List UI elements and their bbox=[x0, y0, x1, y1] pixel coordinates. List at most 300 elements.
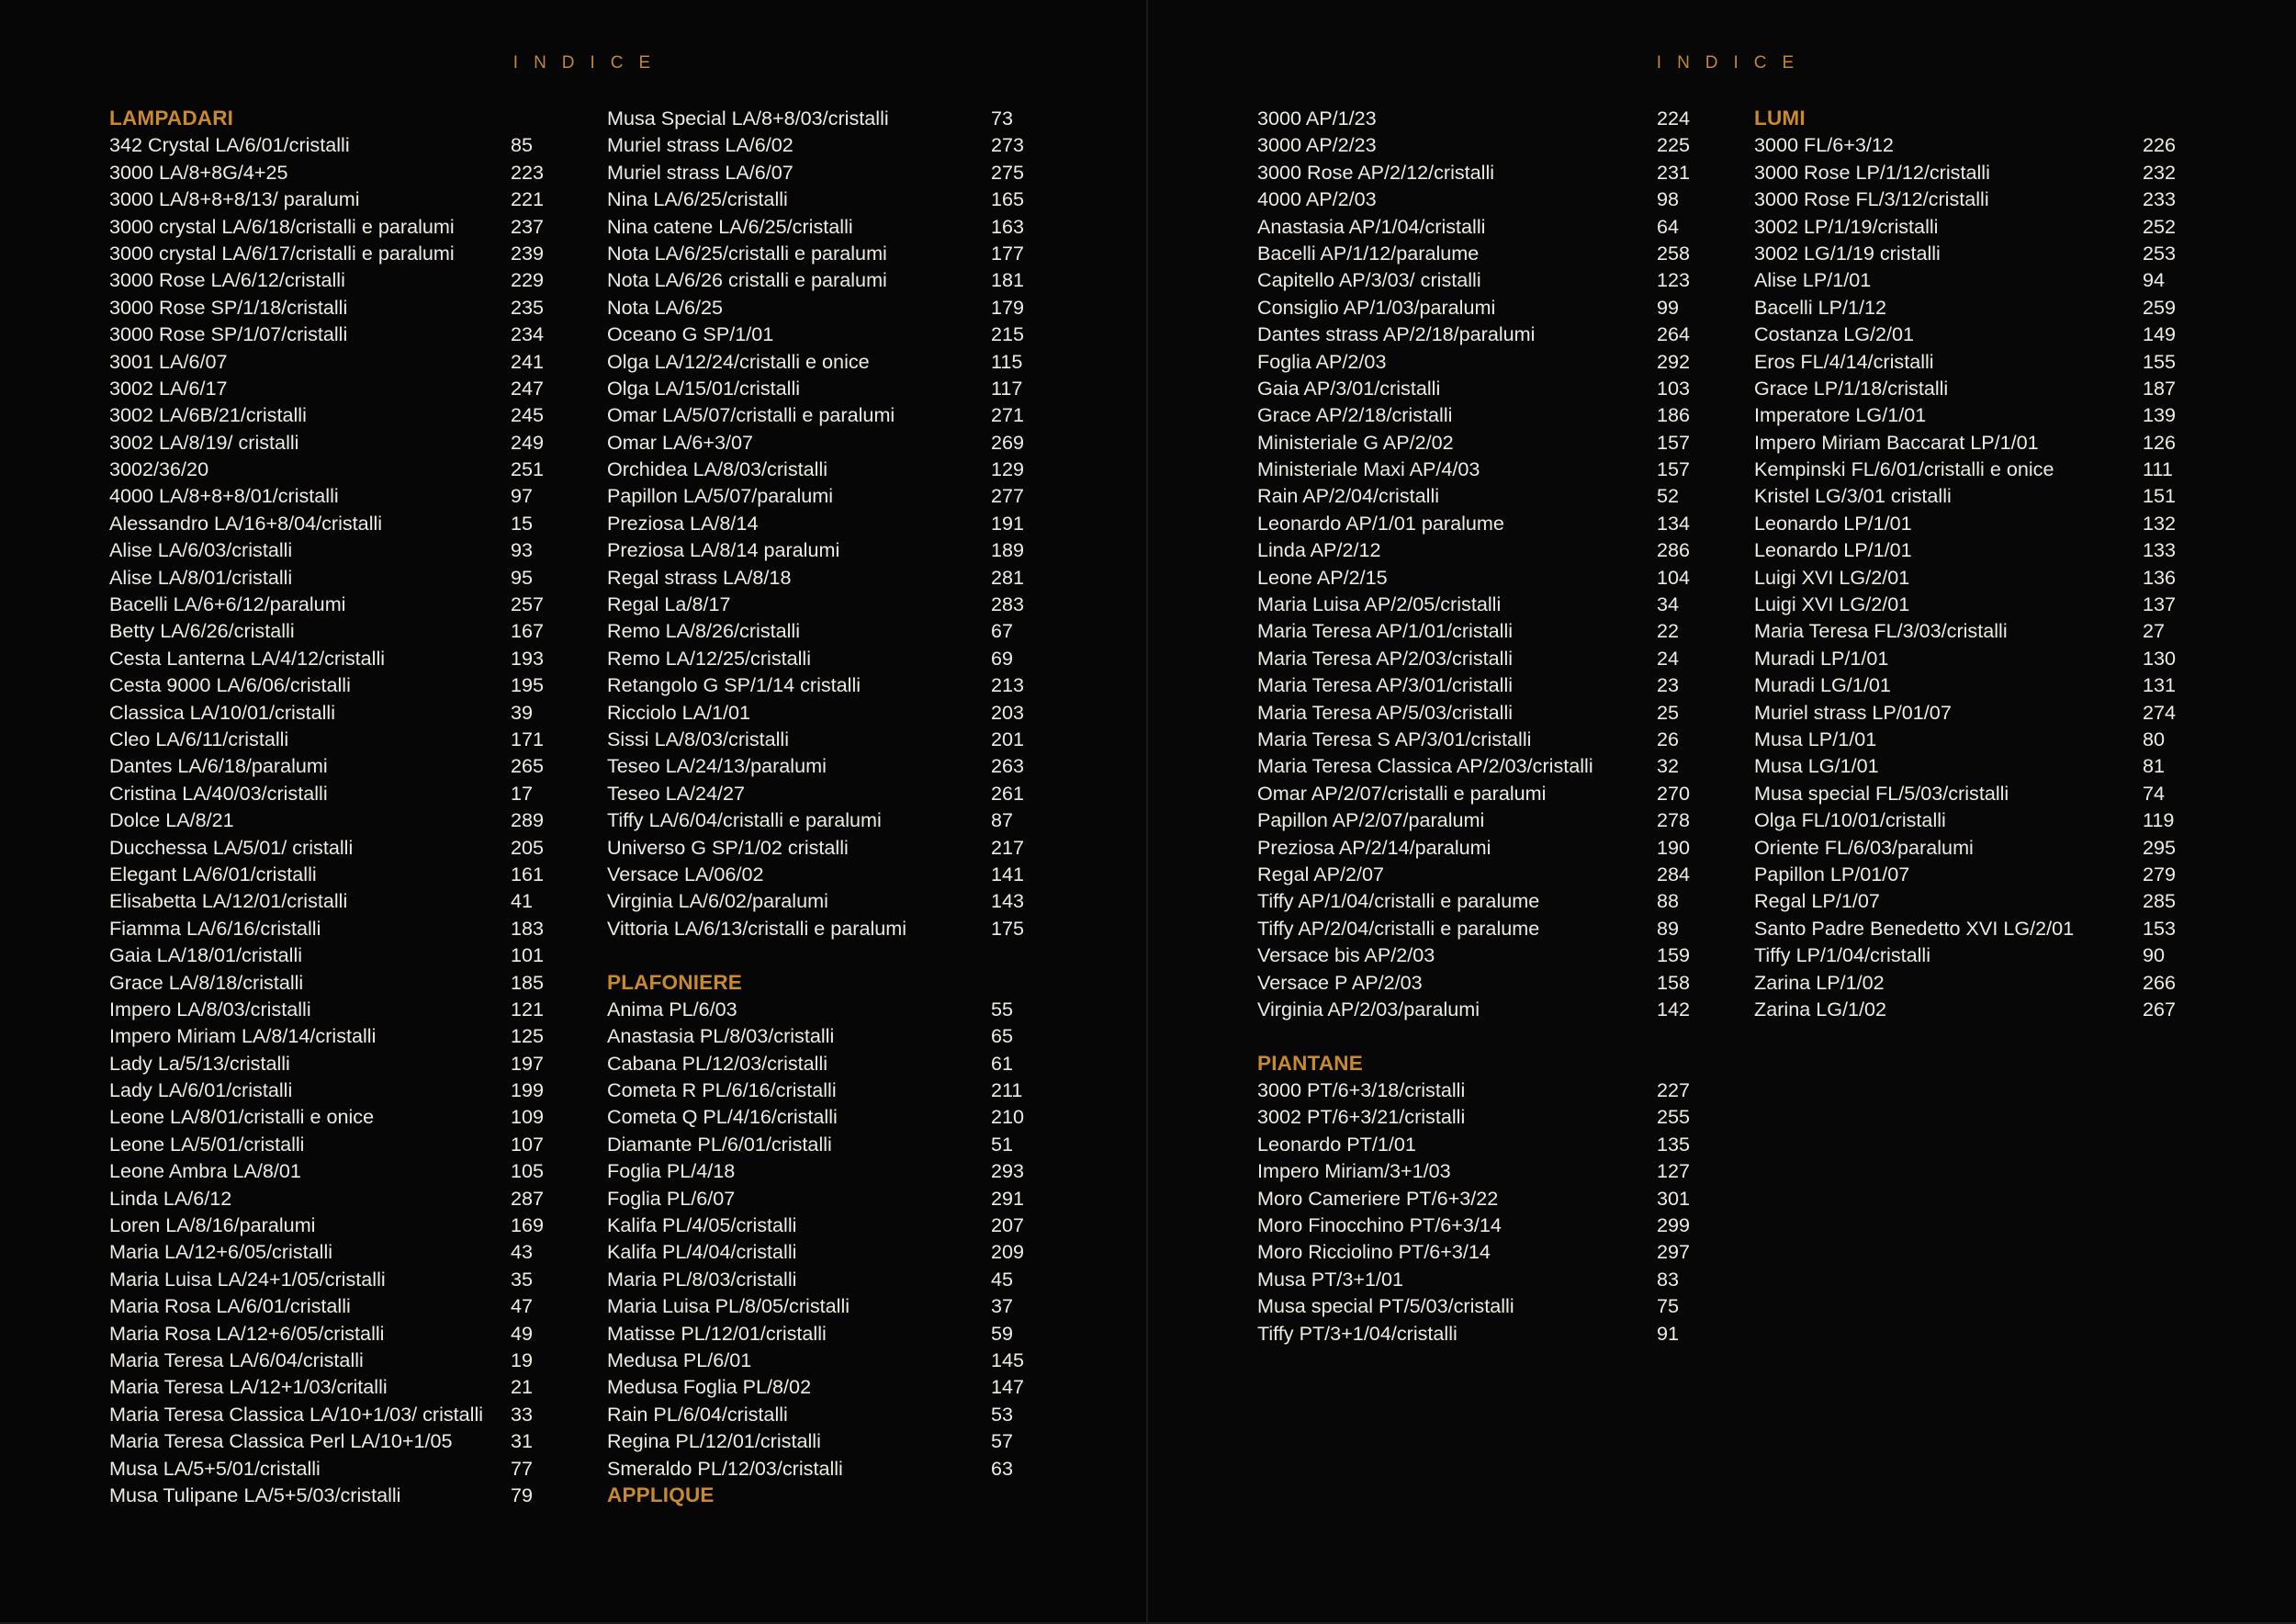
index-entry bbox=[1257, 726, 1680, 752]
index-entry bbox=[607, 806, 1014, 833]
entry-page-number: 32 bbox=[1657, 754, 1680, 778]
index-entry bbox=[1754, 294, 2177, 321]
index-entry bbox=[607, 1103, 1025, 1130]
index-entry bbox=[109, 510, 534, 536]
index-entry bbox=[1754, 186, 2177, 212]
entry-page-number: 267 bbox=[2143, 997, 2177, 1021]
index-entry bbox=[607, 240, 1025, 266]
entry-name: Papillon LP/01/07 bbox=[1754, 862, 1910, 885]
entry-name: Musa special FL/5/03/cristalli bbox=[1754, 781, 2009, 805]
index-entry bbox=[607, 1427, 1014, 1454]
entry-page-number: 33 bbox=[511, 1402, 534, 1426]
page-fold-divider bbox=[1146, 0, 1148, 1624]
index-entry bbox=[109, 401, 545, 428]
entry-name: Leonardo PT/1/01 bbox=[1257, 1132, 1416, 1156]
entry-name: Tiffy LA/6/04/cristalli e paralumi bbox=[607, 808, 882, 832]
entry-page-number: 89 bbox=[1657, 916, 1680, 940]
entry-page-number: 251 bbox=[511, 457, 545, 481]
entry-name: 3000 Rose AP/2/12/cristalli bbox=[1257, 160, 1495, 184]
entry-name: Versace LA/06/02 bbox=[607, 862, 764, 885]
index-entry bbox=[1754, 645, 2177, 671]
right-page bbox=[1148, 0, 2296, 1624]
entry-page-number: 136 bbox=[2143, 565, 2177, 589]
entry-page-number: 271 bbox=[991, 403, 1025, 427]
entry-name: 342 Crystal LA/6/01/cristalli bbox=[109, 133, 350, 157]
index-entry bbox=[1754, 213, 2177, 240]
entry-name: Omar LA/5/07/cristalli e paralumi bbox=[607, 403, 895, 427]
entry-page-number: 301 bbox=[1657, 1186, 1691, 1210]
entry-page-number: 179 bbox=[991, 295, 1025, 319]
entry-page-number: 269 bbox=[991, 430, 1025, 454]
entry-page-number: 266 bbox=[2143, 970, 2177, 994]
entry-name: Dantes strass AP/2/18/paralumi bbox=[1257, 322, 1536, 346]
entry-name: 3000 AP/1/23 bbox=[1257, 107, 1377, 130]
index-entry bbox=[607, 564, 1025, 591]
entry-name: Leone LA/8/01/cristalli e onice bbox=[109, 1105, 375, 1129]
entry-page-number: 51 bbox=[991, 1132, 1014, 1156]
entry-name: Tiffy AP/1/04/cristalli e paralume bbox=[1257, 889, 1540, 913]
entry-name: Moro Finocchino PT/6+3/14 bbox=[1257, 1213, 1502, 1237]
index-entry bbox=[109, 266, 545, 293]
entry-page-number: 107 bbox=[511, 1132, 545, 1156]
entry-name: 3000 Rose SP/1/18/cristalli bbox=[109, 295, 348, 319]
index-entry bbox=[1754, 699, 2177, 726]
entry-name: Cometa R PL/6/16/cristalli bbox=[607, 1078, 837, 1102]
index-entry bbox=[1754, 591, 2177, 617]
entry-page-number: 59 bbox=[991, 1321, 1014, 1345]
entry-name: Kristel LG/3/01 cristalli bbox=[1754, 484, 1952, 508]
entry-name: Remo LA/12/25/cristalli bbox=[607, 646, 812, 670]
index-entry bbox=[607, 321, 1025, 347]
entry-page-number: 195 bbox=[511, 673, 545, 697]
index-entry bbox=[607, 915, 1025, 942]
entry-name: Leonardo AP/1/01 paralume bbox=[1257, 511, 1504, 535]
entry-name: Leonardo LP/1/01 bbox=[1754, 538, 1912, 562]
entry-page-number: 132 bbox=[2143, 511, 2177, 535]
index-entry bbox=[1257, 1157, 1691, 1184]
entry-page-number: 117 bbox=[991, 376, 1023, 400]
entry-page-number: 199 bbox=[511, 1078, 545, 1102]
entry-page-number: 25 bbox=[1657, 700, 1680, 724]
entry-page-number: 111 bbox=[2143, 457, 2173, 481]
entry-page-number: 233 bbox=[2143, 187, 2177, 211]
entry-name: Remo LA/8/26/cristalli bbox=[607, 619, 801, 643]
entry-name: Maria Teresa LA/12+1/03/critalli bbox=[109, 1375, 388, 1399]
entry-page-number: 279 bbox=[2143, 862, 2177, 885]
entry-page-number: 105 bbox=[511, 1159, 545, 1183]
entry-page-number: 261 bbox=[991, 781, 1025, 805]
entry-page-number: 193 bbox=[511, 646, 545, 670]
entry-name: Eros FL/4/14/cristalli bbox=[1754, 349, 1934, 373]
entry-name: Alise LA/8/01/cristalli bbox=[109, 565, 293, 589]
page-title: INDICE bbox=[512, 53, 667, 73]
index-entry bbox=[109, 887, 534, 914]
entry-name: Ricciolo LA/1/01 bbox=[607, 700, 751, 724]
entry-page-number: 47 bbox=[511, 1294, 534, 1318]
entry-name: Ducchessa LA/5/01/ cristalli bbox=[109, 835, 354, 859]
entry-page-number: 127 bbox=[1657, 1159, 1691, 1183]
index-entry bbox=[109, 915, 545, 942]
entry-name: Maria Luisa AP/2/05/cristalli bbox=[1257, 592, 1502, 616]
index-entry bbox=[607, 1022, 1014, 1049]
index-entry bbox=[607, 1238, 1025, 1265]
entry-page-number: 26 bbox=[1657, 727, 1680, 750]
entry-page-number: 158 bbox=[1657, 970, 1691, 994]
index-entry bbox=[1257, 806, 1691, 833]
index-entry bbox=[607, 1050, 1014, 1077]
entry-page-number: 197 bbox=[511, 1051, 545, 1075]
entry-page-number: 159 bbox=[1657, 943, 1691, 967]
index-entry bbox=[607, 1185, 1025, 1212]
entry-name: Impero Miriam Baccarat LP/1/01 bbox=[1754, 430, 2039, 454]
entry-page-number: 157 bbox=[1657, 457, 1691, 481]
entry-page-number: 247 bbox=[511, 376, 545, 400]
entry-name: 3002 LA/6/17 bbox=[109, 376, 228, 400]
index-entry bbox=[607, 1131, 1014, 1157]
entry-page-number: 65 bbox=[991, 1024, 1014, 1048]
index-entry bbox=[1257, 213, 1680, 240]
entry-name: Anastasia PL/8/03/cristalli bbox=[607, 1024, 835, 1048]
section-heading: LUMI bbox=[1754, 107, 1806, 130]
entry-page-number: 83 bbox=[1657, 1267, 1680, 1291]
entry-name: Maria LA/12+6/05/cristalli bbox=[109, 1240, 333, 1264]
entry-name: Bacelli LA/6+6/12/paralumi bbox=[109, 592, 346, 616]
entry-page-number: 183 bbox=[511, 916, 545, 940]
index-entry bbox=[109, 726, 545, 752]
entry-page-number: 37 bbox=[991, 1294, 1014, 1318]
entry-name: 3000 LA/8+8+8/13/ paralumi bbox=[109, 187, 360, 211]
entry-name: 3000 Rose LP/1/12/cristalli bbox=[1754, 160, 1990, 184]
index-entry bbox=[1754, 401, 2177, 428]
index-entry bbox=[607, 401, 1025, 428]
entry-name: Dolce LA/8/21 bbox=[109, 808, 234, 832]
index-entry bbox=[109, 834, 545, 861]
index-entry bbox=[1754, 564, 2177, 591]
index-entry bbox=[1754, 348, 2177, 375]
index-entry bbox=[109, 861, 545, 887]
entry-page-number: 241 bbox=[511, 349, 545, 373]
entry-page-number: 273 bbox=[991, 133, 1025, 157]
entry-page-number: 175 bbox=[991, 916, 1025, 940]
index-entry bbox=[109, 1320, 534, 1347]
entry-name: 3002 LA/8/19/ cristalli bbox=[109, 430, 299, 454]
entry-name: Virginia LA/6/02/paralumi bbox=[607, 889, 828, 913]
index-entry bbox=[1257, 510, 1691, 536]
entry-page-number: 224 bbox=[1657, 107, 1691, 130]
entry-name: Oriente FL/6/03/paralumi bbox=[1754, 835, 1974, 859]
entry-name: Impero Miriam/3+1/03 bbox=[1257, 1159, 1451, 1183]
entry-page-number: 53 bbox=[991, 1402, 1014, 1426]
entry-name: Musa LA/5+5/01/cristalli bbox=[109, 1456, 321, 1480]
section-heading: LAMPADARI bbox=[109, 107, 234, 130]
entry-name: Consiglio AP/1/03/paralumi bbox=[1257, 295, 1496, 319]
index-entry bbox=[607, 213, 1025, 240]
entry-page-number: 265 bbox=[511, 754, 545, 778]
entry-page-number: 151 bbox=[2143, 484, 2177, 508]
entry-name: Luigi XVI LG/2/01 bbox=[1754, 565, 1910, 589]
index-entry bbox=[607, 1320, 1014, 1347]
section-spacer bbox=[1257, 1022, 1593, 1049]
entry-name: Omar AP/2/07/cristalli e paralumi bbox=[1257, 781, 1547, 805]
index-entry bbox=[1257, 915, 1680, 942]
entry-page-number: 257 bbox=[511, 592, 545, 616]
entry-page-number: 205 bbox=[511, 835, 545, 859]
entry-page-number: 177 bbox=[991, 241, 1025, 265]
entry-name: Foglia AP/2/03 bbox=[1257, 349, 1387, 373]
entry-name: Tiffy PT/3+1/04/cristalli bbox=[1257, 1321, 1458, 1345]
index-entry bbox=[1754, 536, 2177, 563]
entry-name: 3000 PT/6+3/18/cristalli bbox=[1257, 1078, 1466, 1102]
entry-name: 3000 FL/6+3/12 bbox=[1754, 133, 1894, 157]
entry-name: Maria Teresa Classica Perl LA/10+1/05 bbox=[109, 1429, 453, 1453]
entry-page-number: 130 bbox=[2143, 646, 2177, 670]
index-entry bbox=[607, 105, 1014, 131]
index-entry bbox=[109, 1131, 545, 1157]
left-page bbox=[0, 0, 1147, 1624]
entry-page-number: 135 bbox=[1657, 1132, 1691, 1156]
entry-page-number: 167 bbox=[511, 619, 545, 643]
entry-name: Retangolo G SP/1/14 cristalli bbox=[607, 673, 861, 697]
entry-page-number: 109 bbox=[511, 1105, 545, 1129]
index-entry bbox=[109, 617, 545, 644]
entry-name: Maria Teresa S AP/3/01/cristalli bbox=[1257, 727, 1532, 750]
entry-name: 3002/36/20 bbox=[109, 457, 209, 481]
entry-name: 3001 LA/6/07 bbox=[109, 349, 228, 373]
index-entry bbox=[109, 186, 545, 212]
index-entry bbox=[1257, 348, 1691, 375]
entry-page-number: 64 bbox=[1657, 214, 1680, 238]
entry-name: Moro Ricciolino PT/6+3/14 bbox=[1257, 1240, 1491, 1264]
entry-page-number: 275 bbox=[991, 160, 1025, 184]
entry-page-number: 190 bbox=[1657, 835, 1691, 859]
entry-page-number: 263 bbox=[991, 754, 1025, 778]
entry-page-number: 15 bbox=[511, 511, 534, 535]
index-entry bbox=[1754, 266, 2166, 293]
entry-page-number: 31 bbox=[511, 1429, 534, 1453]
entry-name: Maria Luisa LA/24+1/05/cristalli bbox=[109, 1267, 386, 1291]
index-entry bbox=[1257, 699, 1680, 726]
index-entry bbox=[1257, 1103, 1691, 1130]
entry-name: Musa Special LA/8+8/03/cristalli bbox=[607, 107, 889, 130]
entry-page-number: 22 bbox=[1657, 619, 1680, 643]
entry-name: Regina PL/12/01/cristalli bbox=[607, 1429, 821, 1453]
index-entry bbox=[109, 1482, 534, 1508]
entry-name: Elegant LA/6/01/cristalli bbox=[109, 862, 317, 885]
entry-page-number: 75 bbox=[1657, 1294, 1680, 1318]
section-spacer bbox=[607, 942, 906, 968]
index-entry bbox=[1257, 1266, 1680, 1292]
index-entry bbox=[607, 1266, 1014, 1292]
index-entry bbox=[1754, 726, 2166, 752]
entry-page-number: 134 bbox=[1657, 511, 1691, 535]
entry-page-number: 181 bbox=[991, 268, 1025, 292]
index-entry bbox=[1754, 996, 2177, 1022]
entry-name: Dantes LA/6/18/paralumi bbox=[109, 754, 328, 778]
entry-page-number: 283 bbox=[991, 592, 1025, 616]
index-entry bbox=[1754, 942, 2166, 968]
entry-page-number: 239 bbox=[511, 241, 545, 265]
entry-page-number: 157 bbox=[1657, 430, 1691, 454]
index-entry bbox=[1257, 591, 1680, 617]
entry-name: 3002 LG/1/19 cristalli bbox=[1754, 241, 1941, 265]
index-entry bbox=[109, 321, 545, 347]
entry-page-number: 119 bbox=[2143, 808, 2175, 832]
index-entry bbox=[607, 1077, 1023, 1103]
entry-page-number: 43 bbox=[511, 1240, 534, 1264]
entry-name: Musa Tulipane LA/5+5/03/cristalli bbox=[109, 1483, 401, 1506]
entry-name: Maria Teresa Classica LA/10+1/03/ cristalli bbox=[109, 1402, 484, 1426]
entry-name: Foglia PL/4/18 bbox=[607, 1159, 736, 1183]
index-entry bbox=[109, 1292, 534, 1319]
index-entry bbox=[1754, 806, 2175, 833]
index-entry bbox=[607, 645, 1014, 671]
entry-page-number: 80 bbox=[2143, 727, 2166, 750]
page-title: INDICE bbox=[1656, 53, 1810, 73]
entry-page-number: 201 bbox=[991, 727, 1025, 750]
entry-name: Musa LP/1/01 bbox=[1754, 727, 1877, 750]
index-entry bbox=[607, 834, 1025, 861]
entry-name: Olga FL/10/01/cristalli bbox=[1754, 808, 1946, 832]
entry-name: Muriel strass LP/01/07 bbox=[1754, 700, 1952, 724]
entry-page-number: 85 bbox=[511, 133, 534, 157]
entry-page-number: 286 bbox=[1657, 538, 1691, 562]
entry-page-number: 103 bbox=[1657, 376, 1691, 400]
entry-name: Preziosa LA/8/14 paralumi bbox=[607, 538, 840, 562]
entry-page-number: 295 bbox=[2143, 835, 2177, 859]
entry-page-number: 253 bbox=[2143, 241, 2177, 265]
entry-name: Muradi LG/1/01 bbox=[1754, 673, 1891, 697]
index-entry bbox=[1257, 105, 1691, 131]
index-entry bbox=[109, 536, 534, 563]
entry-page-number: 57 bbox=[991, 1429, 1014, 1453]
entry-page-number: 274 bbox=[2143, 700, 2177, 724]
entry-page-number: 97 bbox=[511, 484, 534, 508]
entry-page-number: 187 bbox=[2143, 376, 2177, 400]
index-entry bbox=[1257, 1320, 1680, 1347]
index-entry bbox=[607, 1401, 1014, 1427]
index-entry bbox=[109, 752, 545, 779]
entry-name: Zarina LP/1/02 bbox=[1754, 970, 1885, 994]
entry-name: Cesta 9000 LA/6/06/cristalli bbox=[109, 673, 351, 697]
entry-name: Virginia AP/2/03/paralumi bbox=[1257, 997, 1480, 1021]
index-entry bbox=[1257, 617, 1680, 644]
entry-page-number: 88 bbox=[1657, 889, 1680, 913]
entry-name: Foglia PL/6/07 bbox=[607, 1186, 736, 1210]
index-entry bbox=[1257, 131, 1691, 158]
index-entry bbox=[607, 996, 1014, 1022]
index-entry bbox=[1754, 887, 2177, 914]
entry-name: 4000 AP/2/03 bbox=[1257, 187, 1377, 211]
entry-name: Maria PL/8/03/cristalli bbox=[607, 1267, 797, 1291]
entry-name: Muriel strass LA/6/07 bbox=[607, 160, 793, 184]
entry-name: Oceano G SP/1/01 bbox=[607, 322, 774, 346]
entry-page-number: 91 bbox=[1657, 1321, 1680, 1345]
entry-name: 3000 LA/8+8G/4+25 bbox=[109, 160, 288, 184]
index-entry bbox=[1257, 321, 1691, 347]
entry-page-number: 221 bbox=[511, 187, 545, 211]
entry-name: Matisse PL/12/01/cristalli bbox=[607, 1321, 827, 1345]
entry-name: Gaia AP/3/01/cristalli bbox=[1257, 376, 1441, 400]
entry-name: Medusa Foglia PL/8/02 bbox=[607, 1375, 812, 1399]
entry-page-number: 299 bbox=[1657, 1213, 1691, 1237]
entry-name: Rain PL/6/04/cristalli bbox=[607, 1402, 788, 1426]
entry-page-number: 143 bbox=[991, 889, 1025, 913]
entry-page-number: 191 bbox=[991, 511, 1025, 535]
index-entry bbox=[1754, 861, 2177, 887]
entry-name: Maria Rosa LA/6/01/cristalli bbox=[109, 1294, 351, 1318]
index-entry bbox=[109, 969, 545, 996]
entry-page-number: 104 bbox=[1657, 565, 1691, 589]
index-entry bbox=[109, 1238, 534, 1265]
entry-page-number: 215 bbox=[991, 322, 1025, 346]
entry-page-number: 77 bbox=[511, 1456, 534, 1480]
index-entry bbox=[1257, 240, 1691, 266]
index-entry bbox=[1257, 752, 1680, 779]
entry-page-number: 147 bbox=[991, 1375, 1025, 1399]
entry-name: Maria Teresa FL/3/03/cristalli bbox=[1754, 619, 2008, 643]
index-entry bbox=[1257, 861, 1691, 887]
entry-name: Loren LA/8/16/paralumi bbox=[109, 1213, 316, 1237]
entry-page-number: 137 bbox=[2143, 592, 2177, 616]
entry-name: Tiffy LP/1/04/cristalli bbox=[1754, 943, 1931, 967]
entry-name: Capitello AP/3/03/ cristalli bbox=[1257, 268, 1481, 292]
entry-page-number: 49 bbox=[511, 1321, 534, 1345]
entry-page-number: 293 bbox=[991, 1159, 1025, 1183]
entry-page-number: 155 bbox=[2143, 349, 2177, 373]
index-entry bbox=[1257, 294, 1680, 321]
entry-page-number: 142 bbox=[1657, 997, 1691, 1021]
entry-name: 3002 LP/1/19/cristalli bbox=[1754, 214, 1939, 238]
entry-name: Maria Rosa LA/12+6/05/cristalli bbox=[109, 1321, 385, 1345]
index-entry bbox=[1257, 429, 1691, 456]
entry-page-number: 126 bbox=[2143, 430, 2177, 454]
index-column-2 bbox=[607, 105, 1025, 1508]
entry-name: Maria Luisa PL/8/05/cristalli bbox=[607, 1294, 850, 1318]
entry-page-number: 291 bbox=[991, 1186, 1025, 1210]
entry-name: Cesta Lanterna LA/4/12/cristalli bbox=[109, 646, 386, 670]
index-entry bbox=[109, 806, 545, 833]
index-entry bbox=[109, 564, 534, 591]
entry-page-number: 169 bbox=[511, 1213, 545, 1237]
entry-page-number: 123 bbox=[1657, 268, 1691, 292]
entry-name: Cometa Q PL/4/16/cristalli bbox=[607, 1105, 838, 1129]
index-entry bbox=[109, 240, 545, 266]
entry-page-number: 45 bbox=[991, 1267, 1014, 1291]
entry-page-number: 81 bbox=[2143, 754, 2166, 778]
entry-name: Musa LG/1/01 bbox=[1754, 754, 1879, 778]
entry-page-number: 87 bbox=[991, 808, 1014, 832]
entry-name: Ministeriale G AP/2/02 bbox=[1257, 430, 1454, 454]
index-entry bbox=[109, 1050, 545, 1077]
entry-page-number: 131 bbox=[2143, 673, 2177, 697]
entry-page-number: 139 bbox=[2143, 403, 2177, 427]
entry-name: Teseo LA/24/27 bbox=[607, 781, 746, 805]
entry-page-number: 278 bbox=[1657, 808, 1691, 832]
index-entry bbox=[109, 699, 534, 726]
entry-name: Leone Ambra LA/8/01 bbox=[109, 1159, 301, 1183]
entry-page-number: 270 bbox=[1657, 781, 1691, 805]
entry-name: Impero LA/8/03/cristalli bbox=[109, 997, 311, 1021]
entry-page-number: 115 bbox=[991, 349, 1023, 373]
entry-name: Omar LA/6+3/07 bbox=[607, 430, 754, 454]
entry-page-number: 95 bbox=[511, 565, 534, 589]
entry-name: Papillon LA/5/07/paralumi bbox=[607, 484, 834, 508]
index-entry bbox=[607, 536, 1025, 563]
index-entry bbox=[607, 726, 1025, 752]
entry-name: Maria Teresa AP/2/03/cristalli bbox=[1257, 646, 1514, 670]
entry-name: Linda AP/2/12 bbox=[1257, 538, 1381, 562]
index-entry bbox=[1257, 1238, 1691, 1265]
